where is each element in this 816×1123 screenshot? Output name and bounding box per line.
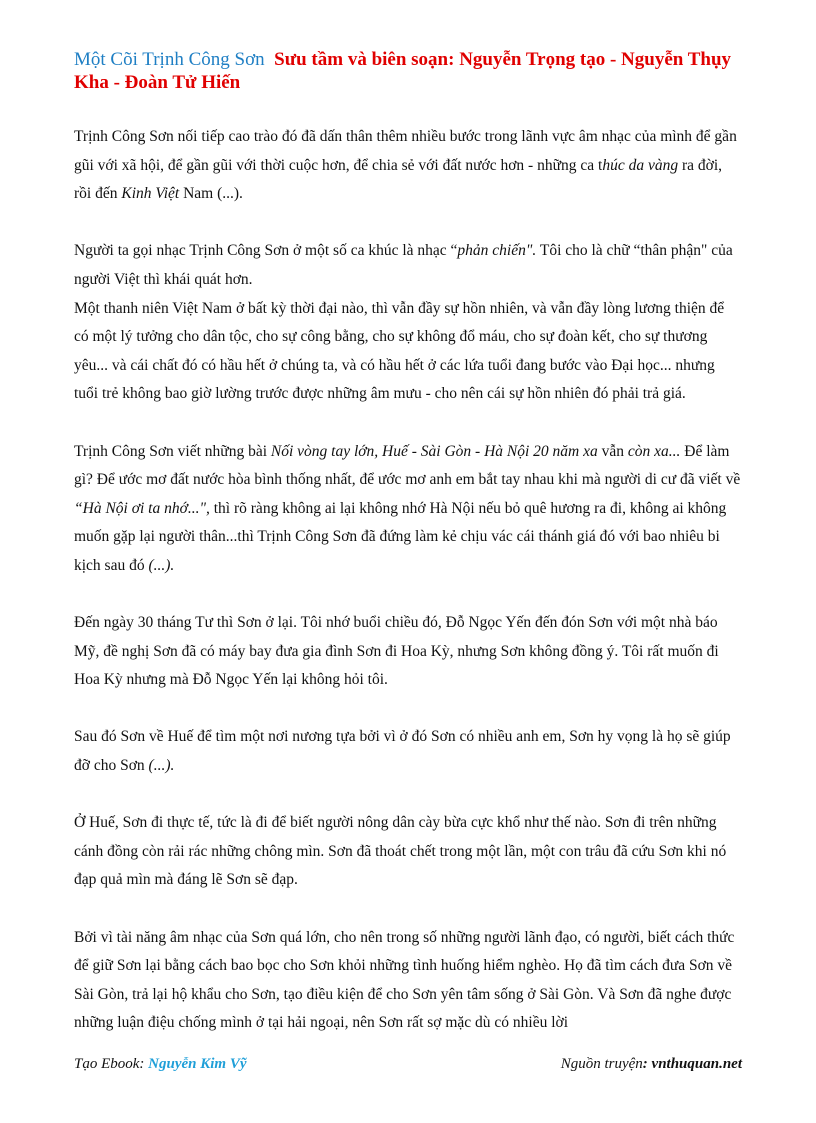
paragraph-1: Trịnh Công Sơn nối tiếp cao trào đó đã dấn thân thêm nhiều bước trong lãnh vực âm nhạc của mình để gần gũi với xã hội, để gần gũi với thời cuộc hơn, để chia sẻ với đất nước hơn - những ca thúc da vàng ra đời, rồi đến Kinh Việt Nam (...). — [74, 128, 737, 203]
paragraph-4: Trịnh Công Sơn viết những bài Nối vòng tay lớn, Huế - Sài Gòn - Hà Nội 20 năm xa vẫn còn xa... Để làm gì? Để ước mơ đất nước hòa bình thống nhất, để ước mơ anh em bắt tay nhau khi mà người di cư đã viết về “Hà Nội ơi ta nhớ...", thì rõ ràng không ai lại không nhớ Hà Nội nếu bỏ quê hương ra đi, không ai không muốn gặp lại người thân...thì Trịnh Công Sơn đã đứng làm kẻ chịu vác cái thánh giá đó với bao nhiêu bi kịch sau đó (...). — [74, 442, 741, 574]
paragraph-2: Người ta gọi nhạc Trịnh Công Sơn ở một số ca khúc là nhạc “phản chiến". Tôi cho là chữ “thân phận" của người Việt thì khái quát hơn. — [74, 242, 733, 288]
source-credit: Nguồn truyện: vnthuquan.net — [560, 1056, 742, 1072]
page-footer — [74, 1056, 742, 1073]
paragraph-6: Sau đó Sơn về Huế để tìm một nơi nương tựa bởi vì ở đó Sơn có nhiều anh em, Sơn hy vọng là họ sẽ giúp đỡ cho Sơn (...). — [74, 728, 731, 775]
ebook-credit: Tạo Ebook: Nguyễn Kim Vỹ — [74, 1056, 247, 1072]
ebook-maker-link[interactable]: Nguyễn Kim Vỹ — [148, 1056, 247, 1072]
page-content — [74, 48, 742, 1067]
paragraph-5: Đến ngày 30 tháng Tư thì Sơn ở lại. Tôi nhớ buổi chiều đó, Đỗ Ngọc Yến đến đón Sơn với một nhà báo Mỹ, đề nghị Sơn đã có máy bay đưa gia đình Sơn đi Hoa Kỳ, nhưng Sơn không đồng ý. Tôi rất muốn đi Hoa Kỳ nhưng mà Đỗ Ngọc Yến lại không hỏi tôi. — [74, 614, 719, 689]
book-title: Một Cõi Trịnh Công Sơn — [74, 49, 265, 70]
paragraph-7: Ở Huế, Sơn đi thực tế, tức là đi để biết người nông dân cày bừa cực khổ như thế nào. Sơn đi trên những cánh đồng còn rải rác những chông mìn. Sơn đã thoát chết trong một lần, một con trâu đã cứu Sơn khi nó đạp quả mìn mà đáng lẽ Sơn sẽ đạp. — [74, 814, 727, 889]
paragraph-8: Bởi vì tài năng âm nhạc của Sơn quá lớn, cho nên trong số những người lãnh đạo, có người, biết cách thức để giữ Sơn lại bằng cách bao bọc cho Sơn khỏi những tình huống hiểm nghèo. Họ đã tìm cách đưa Sơn về Sài Gòn, trả lại hộ khẩu cho Sơn, tạo điều kiện để cho Sơn yên tâm sống ở Sài Gòn. Và Sơn đã nghe được những luận điệu chống mình ở tại hải ngoại, nên Sơn rất sợ mặc dù có nhiều lời — [74, 928, 735, 1032]
paragraph-3: Một thanh niên Việt Nam ở bất kỳ thời đại nào, thì vẫn đầy sự hồn nhiên, và vẫn đầy lòng lương thiện để có một lý tưởng cho dân tộc, cho sự công bằng, cho sự không đổ máu, cho sự đoàn kết, cho sự thương yêu... và cái chất đó có hầu hết ở chúng ta, và có hầu hết ở các lứa tuổi đang bước vào Đại học... nhưng tuổi trẻ không bao giờ lường trước được những âm mưu - cho nên cái sự hồn nhiên đó phải trả giá. — [74, 299, 725, 403]
source-site-link[interactable]: vnthuquan.net — [651, 1056, 742, 1072]
compiler-credit: Sưu tầm và biên soạn: Nguyễn Trọng tạo - Nguyễn Thụy Kha - Đoàn Tử Hiến — [74, 49, 732, 93]
page-header — [74, 48, 742, 94]
